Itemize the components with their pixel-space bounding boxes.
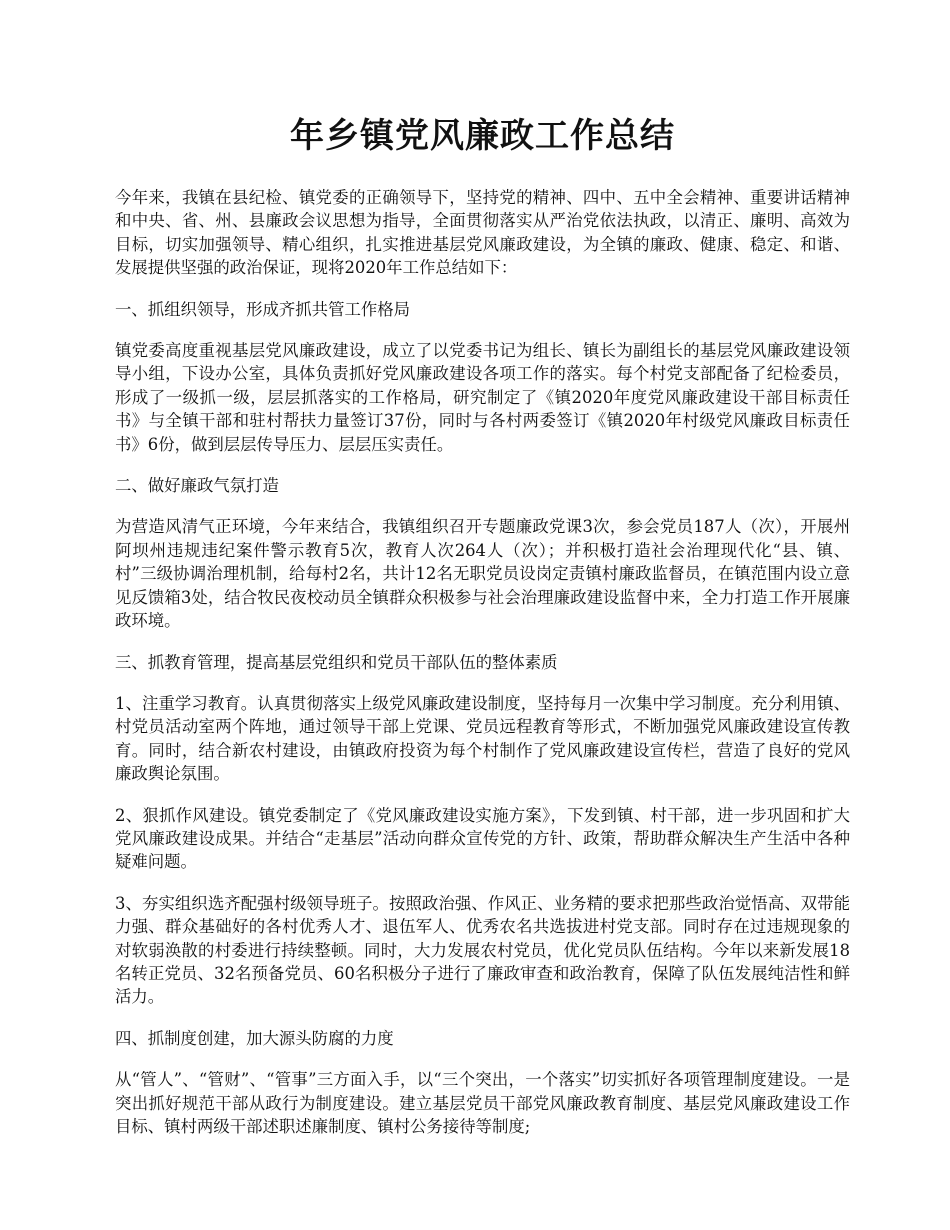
section-3-item-3: 3、夯实组织选齐配强村级领导班子。按照政治强、作风正、业务精的要求把那些政治觉悟高、双带能力强、群众基础好的各村优秀人才、退伍军人、优秀农名共选拔进村党支部。同时存在过违规现象的对软弱涣散的村委进行持续整顿。同时，大力发展农村党员，优化党员队伍结构。今年以来新发展18名转正党员、32名预备党员、60名积极分子进行了廉政审查和政治教育，保障了队伍发展纯洁性和鲜活力。	[115, 893, 850, 1007]
section-heading-4: 四、抓制度创建，加大源头防腐的力度	[115, 1028, 394, 1048]
section-heading-3: 三、抓教育管理，提高基层党组织和党员干部队伍的整体素质	[115, 652, 558, 672]
section-3-item-2: 2、狠抓作风建设。镇党委制定了《党风廉政建设实施方案》，下发到镇、村干部，进一步巩固和扩大党风廉政建设成果。并结合“走基层”活动向群众宣传党的方针、政策，帮助群众解决生产生活中各种疑难问题。	[115, 805, 850, 872]
section-2-paragraph: 为营造风清气正环境，今年来结合，我镇组织召开专题廉政党课3次，参会党员187人（次），开展州阿坝州违规违纪案件警示教育5次，教育人次264人（次）；并积极打造社会治理现代化“县、镇、村”三级协调治理机制，给每村2名，共计12名无职党员设岗定责镇村廉政监督员，在镇范围内设立意见反馈箱3处，结合牧民夜校动员全镇群众积极参与社会治理廉政建设监督中来，全力打造工作开展廉政环境。	[115, 517, 850, 631]
intro-paragraph: 今年来，我镇在县纪检、镇党委的正确领导下，坚持党的精神、四中、五中全会精神、重要讲话精神和中央、省、州、县廉政会议思想为指导，全面贯彻落实从严治党依法执政，以清正、廉明、高效为目标，切实加强领导、精心组织，扎实推进基层党风廉政建设，为全镇的廉政、健康、稳定、和谐、发展提供坚强的政治保证，现将2020年工作总结如下：	[115, 188, 850, 278]
section-3-item-1: 1、注重学习教育。认真贯彻落实上级党风廉政建设制度，坚持每月一次集中学习制度。充分利用镇、村党员活动室两个阵地，通过领导干部上党课、党员远程教育等形式，不断加强党风廉政建设宣传教育。同时，结合新农村建设，由镇政府投资为每个村制作了党风廉政建设宣传栏，营造了良好的党风廉政舆论氛围。	[115, 693, 850, 784]
document-title: 年乡镇党风廉政工作总结	[290, 116, 675, 156]
section-heading-1: 一、抓组织领导，形成齐抓共管工作格局	[115, 299, 411, 319]
section-1-paragraph: 镇党委高度重视基层党风廉政建设，成立了以党委书记为组长、镇长为副组长的基层党风廉政建设领导小组，下设办公室，具体负责抓好党风廉政建设各项工作的落实。每个村党支部配备了纪检委员，形成了一级抓一级，层层抓落实的工作格局，研究制定了《镇2020年度党风廉政建设干部目标责任书》与全镇干部和驻村帮扶力量签订37份，同时与各村两委签订《镇2020年村级党风廉政目标责任书》6份，做到层层传导压力、层层压实责任。	[115, 341, 850, 454]
section-heading-2: 二、做好廉政气氛打造	[115, 476, 279, 496]
section-4-paragraph: 从“管人”、“管财”、“管事”三方面入手，以“三个突出，一个落实”切实抓好各项管理制度建设。一是突出抓好规范干部从政行为制度建设。建立基层党员干部党风廉政教育制度、基层党风廉政建设工作目标、镇村两级干部述职述廉制度、镇村公务接待等制度;	[115, 1070, 850, 1136]
